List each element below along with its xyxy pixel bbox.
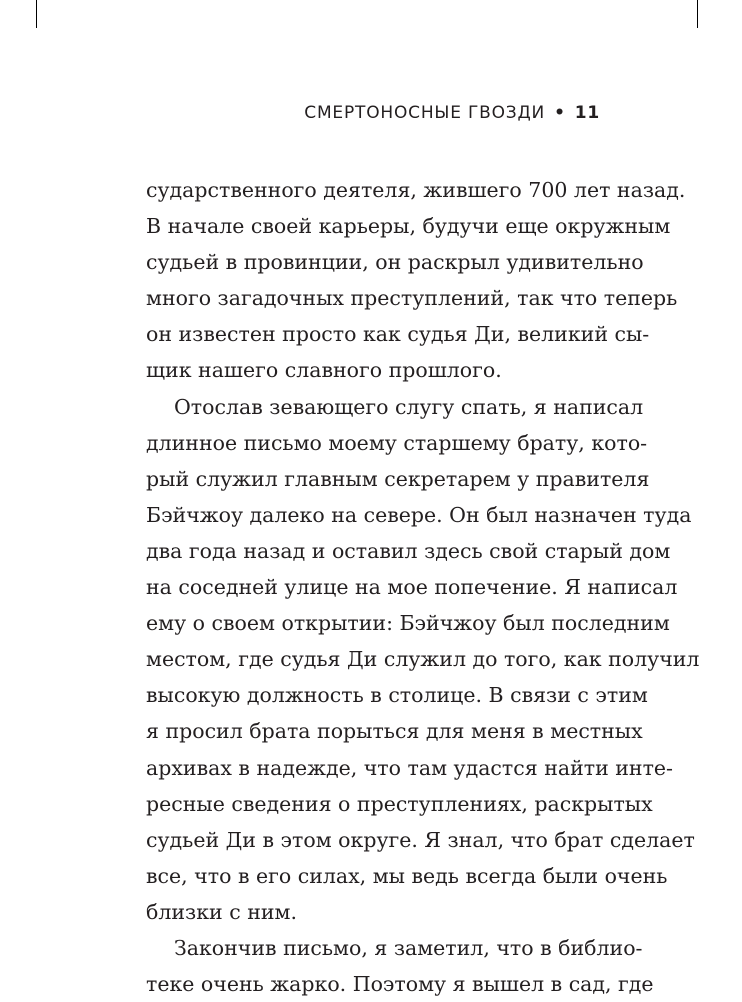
text-line: я просил брата порыться для меня в местных: [146, 719, 643, 744]
text-line: судьей Ди в этом округе. Я знал, что брат сделает: [146, 827, 695, 852]
text-line: теке очень жарко. Поэтому я вышел в сад, где: [146, 972, 654, 997]
running-head-separator: •: [554, 103, 566, 123]
running-head: [0, 103, 600, 123]
text-line: Закончив письмо, я заметил, что в библио-: [174, 935, 643, 960]
paragraph-1: [146, 172, 686, 389]
text-line: В начале своей карьеры, будучи еще окружным: [146, 214, 671, 239]
crop-mark-left: [36, 0, 37, 28]
text-line: рый служил главным секретарем у правителя: [146, 466, 650, 491]
text-line: ему о своем открытии: Бэйчжоу был последним: [146, 611, 670, 636]
text-line: сударственного деятеля, жившего 700 лет назад.: [146, 178, 686, 202]
text-line: ресные сведения о преступлениях, раскрытых: [146, 791, 653, 816]
text-line: длинное письмо моему старшему брату, кото-: [146, 430, 648, 455]
text-line: все, что в его силах, мы ведь всегда были очень: [146, 863, 668, 888]
text-line: близки с ним.: [146, 899, 297, 924]
text-line: судьей в провинции, он раскрыл удивительно: [146, 250, 644, 275]
text-line: архивах в надежде, что там удастся найти инте-: [146, 755, 673, 780]
text-line: Отослав зевающего слугу спать, я написал: [174, 394, 644, 419]
text-line: Бэйчжоу далеко на севере. Он был назначен туда: [146, 502, 692, 527]
page-number: 11: [574, 103, 600, 123]
text-line: много загадочных преступлений, так что теперь: [146, 286, 678, 311]
crop-mark-right: [697, 0, 698, 28]
text-line: на соседней улице на мое попечение. Я написал: [146, 575, 678, 600]
paragraph-3: [146, 930, 654, 1002]
text-line: местом, где судья Ди служил до того, как получил: [146, 647, 700, 672]
running-head-title: СМЕРТОНОСНЫЕ ГВОЗДИ: [304, 103, 546, 123]
text-line: он известен просто как судья Ди, великий сы-: [146, 322, 650, 347]
text-line: щик нашего славного прошлого.: [146, 358, 502, 383]
text-line: два года назад и оставил здесь свой старый дом: [146, 538, 671, 563]
paragraph-2: [146, 389, 700, 930]
body-text: [146, 172, 700, 1002]
text-line: высокую должность в столице. В связи с этим: [146, 683, 648, 708]
